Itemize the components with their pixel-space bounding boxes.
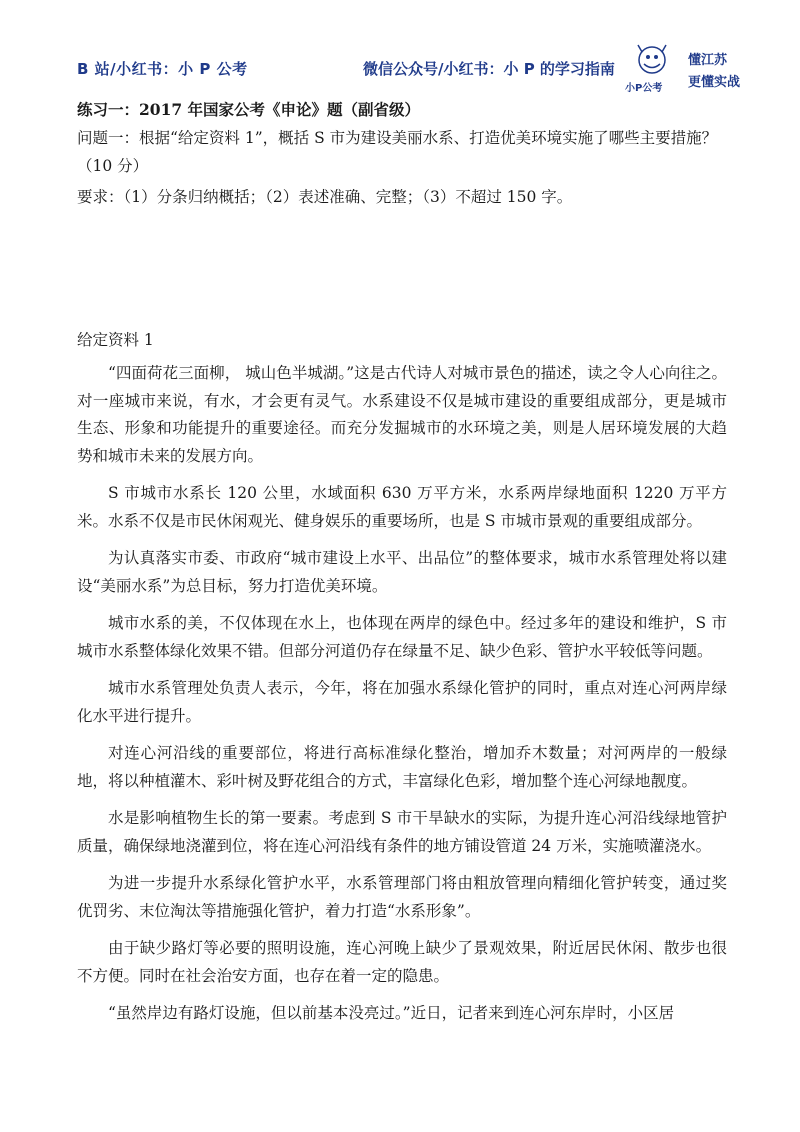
- material-paragraph: 由于缺少路灯等必要的照明设施，连心河晚上缺少了景观效果，附近居民休闲、散步也很不方便。同时在社会治安方面，也存在着一定的隐患。: [77, 939, 727, 985]
- material-section: [77, 326, 727, 1038]
- material-paragraph: S 市城市水系长 120 公里，水域面积 630 万平方米，水系两岸绿地面积 1220 万平方米。水系不仅是市民休闲观光、健身娱乐的重要场所，也是 S 市城市景观的重要组成部分。: [77, 484, 727, 530]
- material-paragraph: 对连心河沿线的重要部位，将进行高标准绿化整治，增加乔木数量；对河两岸的一般绿地，将以种植灌木、彩叶树及野花组合的方式，丰富绿化色彩，增加整个连心河绿地靓度。: [77, 744, 727, 790]
- exercise-section: [77, 96, 727, 211]
- material-paragraph: “虽然岸边有路灯设施，但以前基本没亮过。”近日，记者来到连心河东岸时，小区居: [108, 1004, 675, 1022]
- logo-text: 小P公考: [625, 83, 663, 94]
- material-paragraph: 城市水系管理处负责人表示，今年，将在加强水系绿化管护的同时，重点对连心河两岸绿化水平进行提升。: [77, 679, 727, 725]
- material-paragraph: 为进一步提升水系绿化管护水平，水系管理部门将由粗放管理向精细化管护转变，通过奖优罚劣、末位淘汰等措施强化管护，着力打造“水系形象”。: [77, 874, 727, 920]
- material-title: 给定资料 1: [77, 331, 154, 349]
- page-header: [0, 0, 800, 95]
- material-paragraph: “四面荷花三面柳， 城山色半城湖。”这是古代诗人对城市景色的描述，读之令人心向往之。对一座城市来说，有水，才会更有灵气。水系建设不仅是城市建设的重要组成部分，更是城市生态、形象和功能提升的重要途径。而充分发掘城市的水环境之美，则是人居环境发展的大趋势和城市未来的发展方向。: [77, 364, 727, 465]
- exercise-question: 问题一：根据“给定资料 1”，概括 S 市为建设美丽水系、打造优美环境实施了哪些主要措施？（10 分）: [77, 129, 718, 175]
- exercise-requirements: 要求：（1）分条归纳概括；（2）表述准确、完整；（3）不超过 150 字。: [77, 188, 573, 206]
- material-paragraph: 城市水系的美，不仅体现在水上，也体现在两岸的绿色中。经过多年的建设和维护，S 市城市水系整体绿化效果不错。但部分河道仍存在绿量不足、缺少色彩、管护水平较低等问题。: [77, 614, 727, 660]
- slogan: [688, 50, 740, 94]
- header-left-text: B 站/小红书：小 P 公考: [77, 60, 248, 78]
- header-middle-text: 微信公众号/小红书：小 P 的学习指南: [363, 60, 615, 78]
- slogan-line-1: 懂江苏: [688, 53, 728, 68]
- exercise-title: 练习一：2017 年国家公考《申论》题（副省级）: [77, 100, 421, 119]
- material-paragraph: 水是影响植物生长的第一要素。考虑到 S 市干旱缺水的实际，为提升连心河沿线绿地管护质量，确保绿地浇灌到位，将在连心河沿线有条件的地方铺设管道 24 万米，实施喷灌浇水。: [77, 809, 727, 855]
- slogan-line-2: 更懂实战: [688, 75, 741, 90]
- material-paragraph: 为认真落实市委、市政府“城市建设上水平、出品位”的整体要求，城市水系管理处将以建设“美丽水系”为总目标，努力打造优美环境。: [77, 549, 727, 595]
